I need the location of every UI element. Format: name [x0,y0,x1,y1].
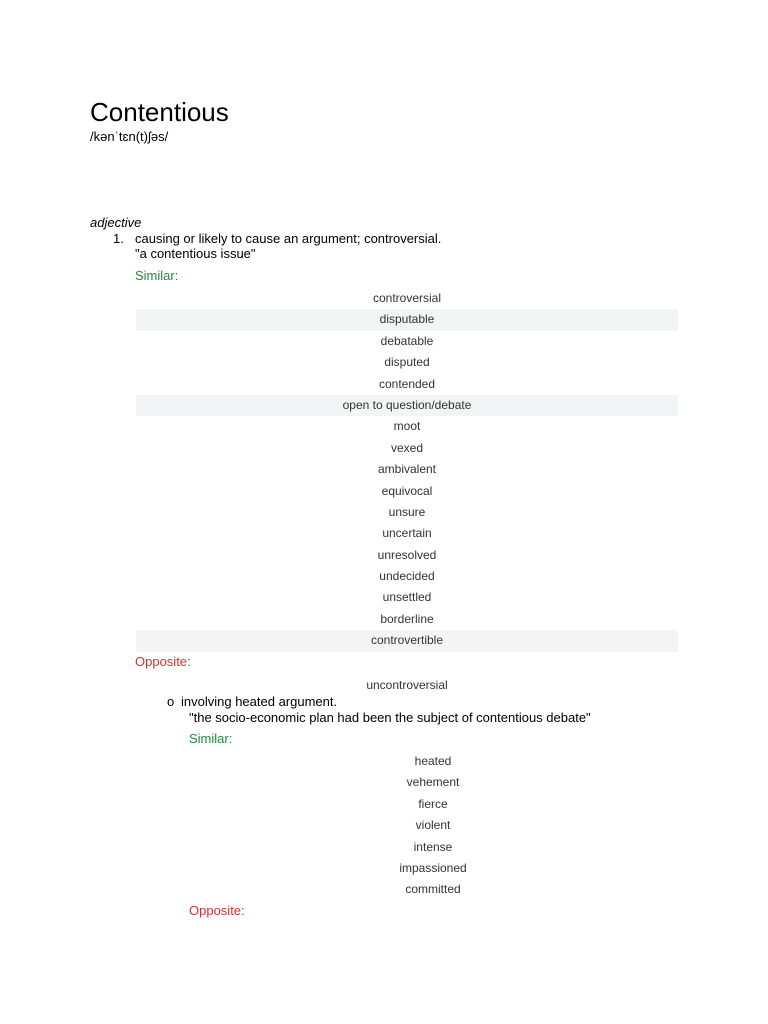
synonym-item[interactable]: controvertible [136,630,678,651]
part-of-speech: adjective [90,215,142,230]
synonym-item[interactable]: equivocal [381,483,433,498]
sense1-similar-list [136,288,678,652]
synonym-item[interactable]: vexed [390,440,424,455]
sense2-bullet: o [167,694,175,709]
synonym-item[interactable]: unsure [388,504,426,519]
sense1-similar-label: Similar: [135,268,179,283]
synonym-item[interactable]: uncontroversial [366,678,448,692]
synonym-item[interactable]: violent [415,818,451,833]
sense2-similar-label: Similar: [189,731,233,746]
synonym-item[interactable]: committed [405,882,461,897]
sense-number: 1. [113,231,124,246]
synonym-item[interactable]: controversial [372,291,442,305]
sense2-example: "the socio-economic plan had been the subject of contentious debate" [189,710,591,725]
synonym-item[interactable]: intense [413,839,453,854]
synonym-item[interactable]: open to question/debate [136,395,678,416]
synonym-item[interactable]: ambivalent [377,462,437,477]
synonym-item[interactable]: undecided [379,569,435,584]
synonym-item[interactable]: contended [378,376,436,391]
sense2-similar-list [189,751,677,901]
synonym-item[interactable]: uncertain [382,526,432,541]
synonym-item[interactable]: disputed [384,355,430,370]
synonym-item[interactable]: fierce [418,796,448,811]
synonym-item[interactable]: impassioned [399,860,467,875]
synonym-item[interactable]: unsettled [382,590,432,605]
synonym-item[interactable]: borderline [380,611,434,626]
synonym-item[interactable]: debatable [380,333,434,348]
synonym-item[interactable]: moot [393,419,421,434]
synonym-item[interactable]: disputable [136,309,678,330]
synonym-item[interactable]: unresolved [377,547,437,562]
sense1-opposite-label: Opposite: [135,654,191,669]
word-title: Contentious [90,97,229,127]
phonetic-spelling: /kənˈtɛn(t)ʃəs/ [90,129,169,144]
sense2-definition: involving heated argument. [181,694,338,709]
synonym-item[interactable]: vehement [406,775,460,790]
sense1-example: "a contentious issue" [135,246,256,261]
sense2-opposite-label: Opposite: [189,903,245,918]
synonym-item[interactable]: heated [414,754,452,768]
sense1-definition: causing or likely to cause an argument; controversial. [135,231,442,246]
